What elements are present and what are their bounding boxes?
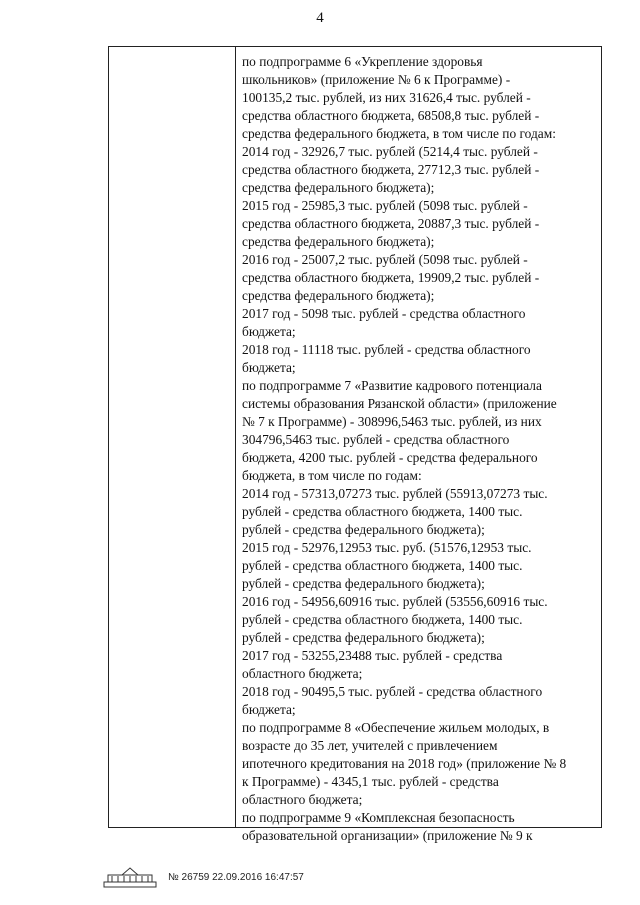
- text-line: средства федерального бюджета, в том числе по годам:: [242, 126, 556, 141]
- text-line: бюджета, в том числе по годам:: [242, 468, 422, 483]
- text-line: № 7 к Программе) - 308996,5463 тыс. рублей, из них: [242, 414, 542, 429]
- footer: [102, 866, 304, 888]
- text-line: по подпрограмме 8 «Обеспечение жильем молодых, в: [242, 720, 550, 735]
- text-line: рублей - средства областного бюджета, 1400 тыс.: [242, 558, 523, 573]
- text-line: средства федерального бюджета);: [242, 288, 435, 303]
- table-column-divider: [235, 46, 236, 828]
- text-line: рублей - средства областного бюджета, 1400 тыс.: [242, 504, 523, 519]
- text-line: 100135,2 тыс. рублей, из них 31626,4 тыс. рублей -: [242, 90, 531, 105]
- text-line: бюджета, 4200 тыс. рублей - средства федерального: [242, 450, 538, 465]
- registration-stamp-text: № 26759 22.09.2016 16:47:57: [168, 871, 304, 883]
- text-line: средства федерального бюджета);: [242, 234, 435, 249]
- text-line: бюджета;: [242, 702, 296, 717]
- text-line: 2017 год - 5098 тыс. рублей - средства областного: [242, 306, 526, 321]
- text-line: по подпрограмме 7 «Развитие кадрового потенциала: [242, 378, 542, 393]
- building-stamp-icon: [102, 866, 158, 888]
- text-line: к Программе) - 4345,1 тыс. рублей - средства: [242, 774, 499, 789]
- text-line: ипотечного кредитования на 2018 год» (приложение № 8: [242, 756, 567, 771]
- text-line: 2016 год - 54956,60916 тыс. рублей (53556,60916 тыс.: [242, 594, 548, 609]
- table-cell-content: [242, 53, 598, 845]
- text-line: средства областного бюджета, 20887,3 тыс. рублей -: [242, 216, 540, 231]
- text-line: бюджета;: [242, 360, 296, 375]
- page-number: 4: [316, 10, 324, 26]
- text-line: средства областного бюджета, 19909,2 тыс. рублей -: [242, 270, 540, 285]
- text-line: 2018 год - 90495,5 тыс. рублей - средства областного: [242, 684, 543, 699]
- text-line: областного бюджета;: [242, 666, 363, 681]
- text-line: средства областного бюджета, 68508,8 тыс. рублей -: [242, 108, 540, 123]
- text-line: рублей - средства федерального бюджета);: [242, 522, 485, 537]
- text-line: рублей - средства областного бюджета, 1400 тыс.: [242, 612, 523, 627]
- text-line: рублей - средства федерального бюджета);: [242, 630, 485, 645]
- text-line: по подпрограмме 9 «Комплексная безопасность: [242, 810, 515, 825]
- text-line: 2016 год - 25007,2 тыс. рублей (5098 тыс. рублей -: [242, 252, 528, 267]
- text-line: средства областного бюджета, 27712,3 тыс. рублей -: [242, 162, 540, 177]
- text-line: областного бюджета;: [242, 792, 363, 807]
- text-line: школьников» (приложение № 6 к Программе) -: [242, 72, 511, 87]
- text-line: образовательной организации» (приложение № 9 к: [242, 828, 533, 843]
- text-line: 2015 год - 52976,12953 тыс. руб. (51576,12953 тыс.: [242, 540, 532, 555]
- text-line: средства федерального бюджета);: [242, 180, 435, 195]
- text-line: 304796,5463 тыс. рублей - средства областного: [242, 432, 510, 447]
- text-line: рублей - средства федерального бюджета);: [242, 576, 485, 591]
- text-line: 2018 год - 11118 тыс. рублей - средства областного: [242, 342, 531, 357]
- text-line: системы образования Рязанской области» (приложение: [242, 396, 557, 411]
- text-line: бюджета;: [242, 324, 296, 339]
- text-line: 2014 год - 57313,07273 тыс. рублей (55913,07273 тыс.: [242, 486, 548, 501]
- text-line: по подпрограмме 6 «Укрепление здоровья: [242, 54, 483, 69]
- text-line: 2015 год - 25985,3 тыс. рублей (5098 тыс. рублей -: [242, 198, 528, 213]
- text-line: 2014 год - 32926,7 тыс. рублей (5214,4 тыс. рублей -: [242, 144, 538, 159]
- text-line: 2017 год - 53255,23488 тыс. рублей - средства: [242, 648, 503, 663]
- text-line: возрасте до 35 лет, учителей с привлечением: [242, 738, 498, 753]
